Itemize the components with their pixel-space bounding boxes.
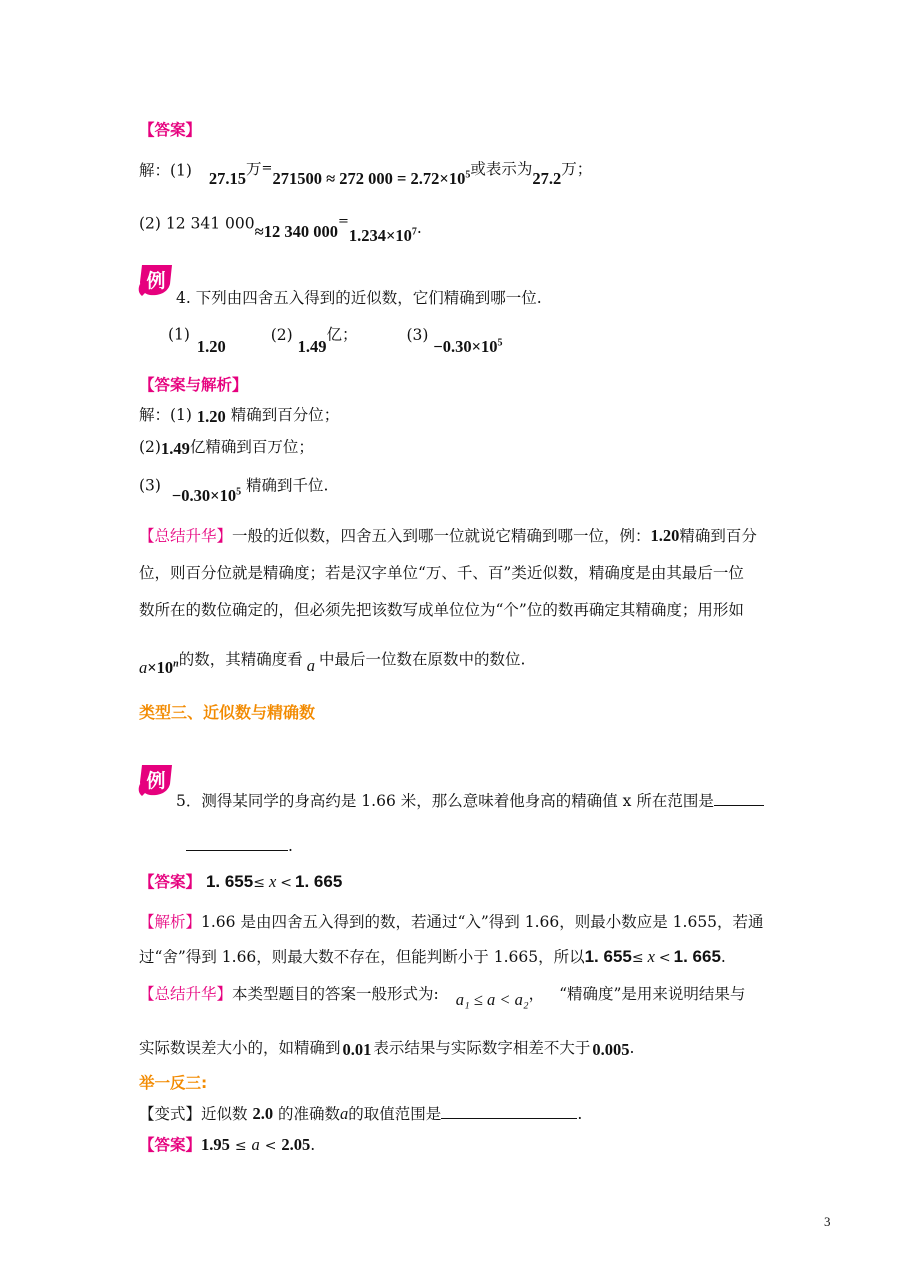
analysis-5-line-1: 【解析】1.66 是由四舍五入得到的数，若通过“入”得到 1.66，则最小数应是 1.655，若通: [139, 913, 764, 931]
analysis-5-line-2: 过“舍”得到 1.66，则最大数不存在，但能判断小于 1.665，所以1. 655≤ x < 1. 665.: [139, 947, 726, 966]
example-4-options: (1) 1.20 (2) 1.49亿； $(3) -0.30\times 10^5$: [168, 325, 503, 356]
answer-blank: [714, 789, 764, 806]
summary-2-line-2: 实际数误差大小的，如精确到 0.01 表示结果与实际数字相差不大于 0.005.: [139, 1039, 635, 1059]
example-badge-icon: [136, 262, 176, 298]
variant-question: 【变式】近似数 2.0 的准确数a的取值范围是 .: [139, 1104, 583, 1123]
summary-1-line-3: 数所在的数位确定的，但必须先把该数写成单位位为“个”位的数再确定其精确度；用形如: [139, 601, 744, 619]
answer-1-line-2: (2) 12 341 000≈12 340 $000^=1.234\times 10^7$.: [139, 213, 422, 245]
example-4-question: 4. 下列由四舍五入得到的近似数，它们精确到哪一位.: [176, 289, 542, 307]
summary-2-line-1: 【总结升华】本类型题目的答案一般形式为: a₁ ≤ a < a₂， “精确度”是用来说明结果与: [139, 985, 746, 1009]
svg-text:例: 例: [146, 770, 166, 792]
practice-heading: 举一反三:: [139, 1074, 208, 1092]
answer-4-line-2: (2)1.49亿精确到百万位；: [139, 438, 314, 458]
answer-tag-1: 【答案】: [139, 120, 202, 139]
section-heading-3: 类型三、近似数与精确数: [139, 703, 316, 722]
answer-4-line-1: 解：(1) 1.20 精确到百分位；: [139, 406, 340, 426]
example-5-question: 5．测得某同学的身高约是 1.66 米，那么意味着他身高的精确值 x 所在范围是: [176, 789, 764, 811]
answer-4-line-3: $(3) -0.30\times 10^5$ 精确到千位.: [139, 476, 329, 505]
svg-text:例: 例: [146, 270, 166, 292]
answer-blank: [441, 1102, 577, 1119]
answer-5: 【答案】 1. 655≤ x < 1. 665: [139, 872, 343, 891]
answer-analysis-tag: 【答案与解析】: [139, 375, 248, 394]
summary-1-line-1: 【总结升华】一般的近似数，四舍五入到哪一位就说它精确到哪一位，例：1.20精确到百分: [139, 526, 757, 545]
example-badge-icon: [136, 762, 176, 798]
summary-1-line-4: $a\times 10^n$的数，其精确度看 a 中最后一位数在原数中的数位.: [139, 650, 526, 677]
summary-1-line-2: 位，则百分位就是精确度；若是汉字单位“万、千、百”类近似数，精确度是由其最后一位: [139, 564, 744, 582]
answer-1-line-1: 解：(1) 27.15万=271500 ≈ 272 $000 = 2.72\times 10^5$或表示为27.2万；: [139, 159, 593, 188]
example-5-blank-line: .: [186, 834, 293, 856]
answer-6: 【答案】1.95 ≤ a < 2.05.: [139, 1135, 316, 1154]
answer-blank: [186, 834, 288, 851]
page-number: 3: [824, 1214, 831, 1229]
